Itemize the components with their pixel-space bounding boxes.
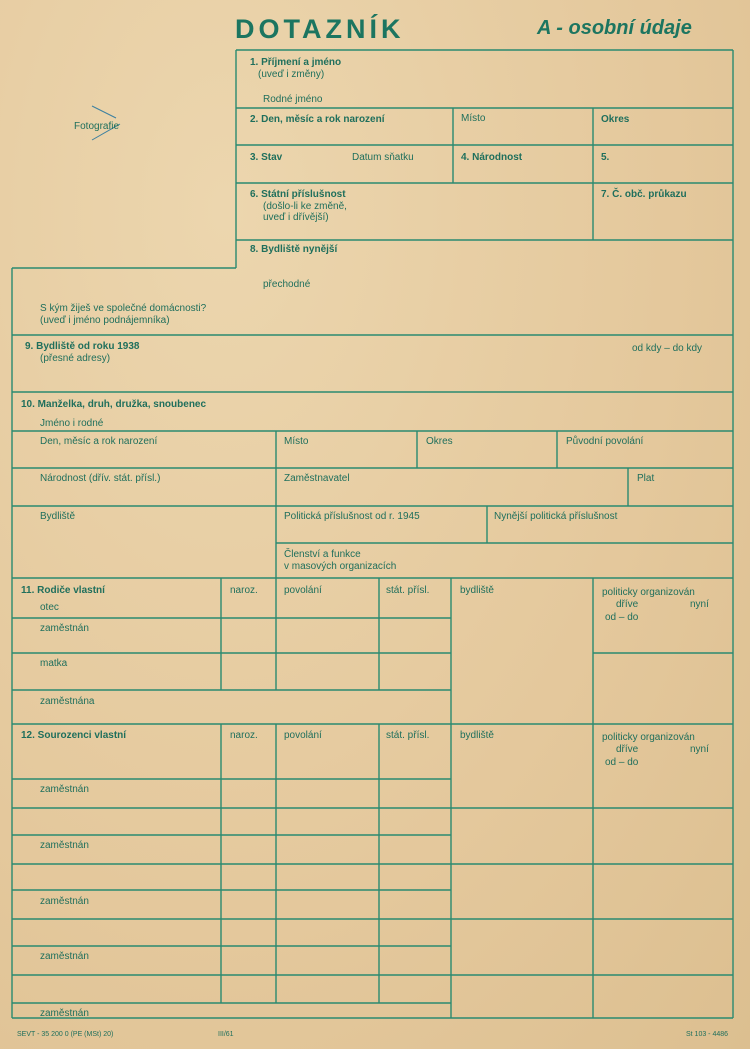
field-8-label: 8. Bydliště nynější xyxy=(250,244,338,255)
photo-label: Fotografie xyxy=(74,121,120,132)
field-2-label: 2. Den, měsíc a rok narození xyxy=(250,114,385,125)
siblings-citizenship-label: stát. přísl. xyxy=(386,730,430,741)
original-job-label: Původní povolání xyxy=(566,436,644,447)
mother-employed-label: zaměstnána xyxy=(40,696,95,707)
membership-label-2: v masových organizacích xyxy=(284,561,397,572)
parents-born-label: naroz. xyxy=(230,585,258,596)
district-label: Okres xyxy=(601,114,630,125)
field-10-label: 10. Manželka, druh, družka, snoubenec xyxy=(21,399,207,410)
field-3-label: 3. Stav xyxy=(250,152,283,163)
sibling-1-employed-label: zaměstnán xyxy=(40,784,89,795)
parents-now-label: nyní xyxy=(690,599,709,610)
birth-name-label: Rodné jméno xyxy=(263,94,323,105)
field-9-label: 9. Bydliště od roku 1938 xyxy=(25,341,140,352)
field-5-label: 5. xyxy=(601,152,610,163)
mother-label: matka xyxy=(40,658,68,669)
membership-label-1: Členství a funkce xyxy=(284,549,361,560)
field-6-note-1: (došlo-li ke změně, xyxy=(263,201,347,212)
parents-before-label: dříve xyxy=(616,599,639,610)
father-label: otec xyxy=(40,602,59,613)
field-1-label: 1. Příjmení a jméno xyxy=(250,57,342,68)
household-label: S kým žiješ ve společné domácnosti? xyxy=(40,303,207,314)
parents-profession-label: povolání xyxy=(284,585,322,596)
field-11-label: 11. Rodiče vlastní xyxy=(21,585,105,596)
marriage-date-label: Datum sňatku xyxy=(352,152,414,163)
spouse-place-label: Místo xyxy=(284,436,309,447)
form-subtitle: A - osobní údaje xyxy=(537,17,692,39)
place-label: Místo xyxy=(461,113,486,124)
sibling-3-employed-label: zaměstnán xyxy=(40,896,89,907)
footer-print-code: SEVT - 35 200 0 (PE (MSt) 20) xyxy=(17,1031,114,1038)
siblings-before-label: dříve xyxy=(616,744,639,755)
temporary-residence-label: přechodné xyxy=(263,279,311,290)
name-birth-label: Jméno i rodné xyxy=(40,418,104,429)
siblings-residence-label: bydliště xyxy=(460,730,494,741)
parents-residence-label: bydliště xyxy=(460,585,494,596)
father-employed-label: zaměstnán xyxy=(40,623,89,634)
sibling-4-employed-label: zaměstnán xyxy=(40,951,89,962)
field-4-label: 4. Národnost xyxy=(461,152,523,163)
sibling-2-employed-label: zaměstnán xyxy=(40,840,89,851)
employer-label: Zaměstnavatel xyxy=(284,473,350,484)
footer-date-code: III/61 xyxy=(218,1031,234,1038)
form-title: DOTAZNÍK xyxy=(235,14,405,44)
parents-political-org-label: politicky organizován xyxy=(602,587,695,598)
political-now-label: Nynější politická příslušnost xyxy=(494,511,618,522)
field-12-label: 12. Sourozenci vlastní xyxy=(21,730,127,741)
household-note: (uveď i jméno podnájemníka) xyxy=(40,315,170,326)
footer-form-number: St 103 - 4486 xyxy=(686,1031,729,1038)
from-to-label: od kdy – do kdy xyxy=(632,343,703,354)
siblings-from-to-label: od – do xyxy=(605,757,639,768)
political-1945-label: Politická příslušnost od r. 1945 xyxy=(284,511,420,522)
spouse-birth-date-label: Den, měsíc a rok narození xyxy=(40,436,158,447)
field-6-note-2: uveď i dřívější) xyxy=(263,212,329,223)
spouse-residence-label: Bydliště xyxy=(40,511,76,522)
field-1-note: (uveď i změny) xyxy=(258,69,325,80)
spouse-district-label: Okres xyxy=(426,436,453,447)
siblings-now-label: nyní xyxy=(690,744,709,755)
siblings-political-org-label: politicky organizován xyxy=(602,732,695,743)
parents-from-to-label: od – do xyxy=(605,612,639,623)
sibling-5-employed-label: zaměstnán xyxy=(40,1008,89,1019)
siblings-born-label: naroz. xyxy=(230,730,258,741)
spouse-nationality-label: Národnost (dřív. stát. přísl.) xyxy=(40,473,161,484)
salary-label: Plat xyxy=(637,473,655,484)
field-9-note: (přesné adresy) xyxy=(40,353,111,364)
field-7-label: 7. Č. obč. průkazu xyxy=(601,189,687,200)
siblings-profession-label: povolání xyxy=(284,730,322,741)
field-6-label: 6. Státní příslušnost xyxy=(250,189,346,200)
parents-citizenship-label: stát. přísl. xyxy=(386,585,430,596)
